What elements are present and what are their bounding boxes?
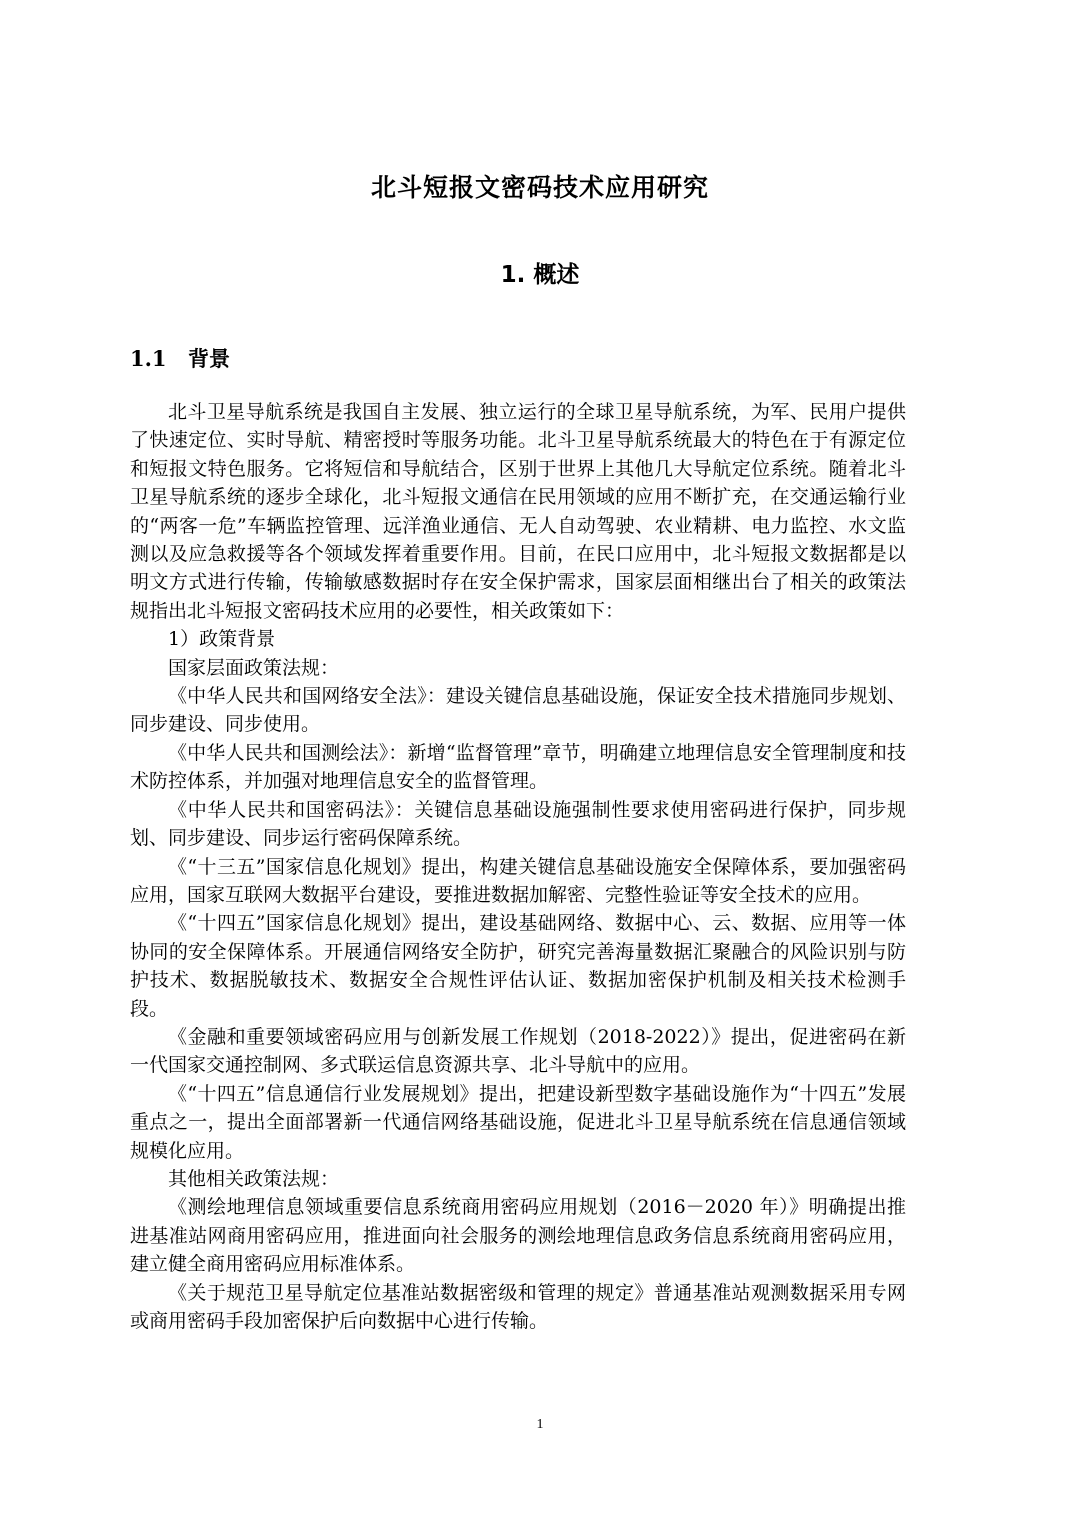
paragraph: 北斗卫星导航系统是我国自主发展、独立运行的全球卫星导航系统，为军、民用户提供了快速定位、实时导航、精密授时等服务功能。北斗卫星导航系统最大的特色在于有源定位和短报文特色服务。它将短信和导航结合，区别于世界上其他几大导航定位系统。随着北斗卫星导航系统的逐步全球化，北斗短报文通信在民用领域的应用不断扩充，在交通运输行业的“两客一危”车辆监控管理、远洋渔业通信、无人自动驾驶、农业精耕、电力监控、水文监测以及应急救援等各个领域发挥着重要作用。目前，在民口应用中，北斗短报文数据都是以明文方式进行传输，传输敏感数据时存在安全保护需求，国家层面相继出台了相关的政策法规指出北斗短报文密码技术应用的必要性，相关政策如下： — [130, 401, 906, 622]
page-number: 1 — [536, 1417, 544, 1432]
subsection-heading — [130, 343, 230, 373]
paragraph: 《“十四五”信息通信行业发展规划》提出，把建设新型数字基础设施作为“十四五”发展重点之一，提出全面部署新一代通信网络基础设施，促进北斗卫星导航系统在信息通信领域规模化应用。 — [130, 1082, 906, 1162]
paragraph: 其他相关政策法规： — [168, 1167, 340, 1190]
paragraph: 《中华人民共和国测绘法》：新增“监督管理”章节，明确建立地理信息安全管理制度和技术防控体系，并加强对地理信息安全的监督管理。 — [130, 741, 906, 793]
paragraph: 1）政策背景 — [168, 628, 276, 651]
subsection-number: 1.1 — [130, 346, 167, 371]
paragraph: 《中华人民共和国密码法》：关键信息基础设施强制性要求使用密码进行保护，同步规划、同步建设、同步运行密码保障系统。 — [130, 798, 906, 850]
body-text — [130, 398, 906, 1335]
subsection-title: 背景 — [188, 347, 230, 371]
paragraph: 《金融和重要领域密码应用与创新发展工作规划（2018-2022）》提出，促进密码在新一代国家交通控制网、多式联运信息资源共享、北斗导航中的应用。 — [130, 1025, 906, 1077]
paragraph: 国家层面政策法规： — [168, 656, 340, 679]
paragraph: 《测绘地理信息领域重要信息系统商用密码应用规划（2016－2020 年）》明确提出推进基准站网商用密码应用，推进面向社会服务的测绘地理信息政务信息系统商用密码应用，建立健全商用密码应用标准体系。 — [130, 1196, 906, 1276]
section-heading: 1. 概述 — [500, 262, 580, 288]
paragraph: 《“十三五”国家信息化规划》提出，构建关键信息基础设施安全保障体系，要加强密码应用，国家互联网大数据平台建设，要推进数据加解密、完整性验证等安全技术的应用。 — [130, 855, 906, 906]
paragraph: 《中华人民共和国网络安全法》：建设关键信息基础设施，保证安全技术措施同步规划、同步建设、同步使用。 — [130, 685, 906, 736]
paragraph: 《“十四五”国家信息化规划》提出，建设基础网络、数据中心、云、数据、应用等一体协同的安全保障体系。开展通信网络安全防护，研究完善海量数据汇聚融合的风险识别与防护技术、数据脱敏技术、数据安全合规性评估认证、数据加密保护机制及相关技术检测手段。 — [130, 912, 906, 1020]
document-title: 北斗短报文密码技术应用研究 — [370, 173, 709, 202]
paragraph: 《关于规范卫星导航定位基准站数据密级和管理的规定》普通基准站观测数据采用专网或商用密码手段加密保护后向数据中心进行传输。 — [130, 1281, 906, 1332]
